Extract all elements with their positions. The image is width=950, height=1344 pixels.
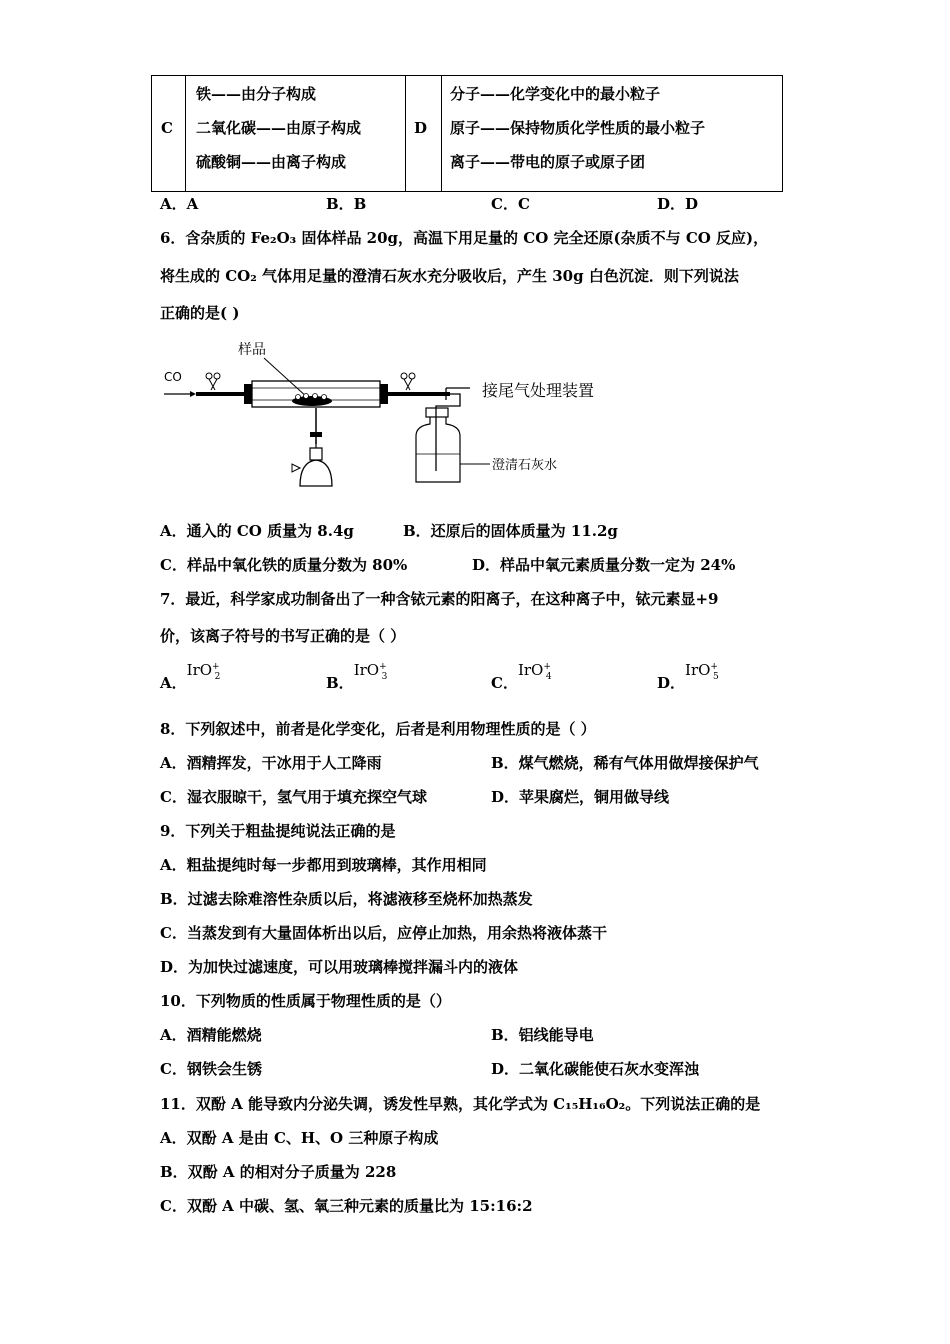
sample-grain — [296, 395, 301, 400]
right-clip-ring — [409, 373, 415, 379]
left-stopper — [244, 384, 252, 404]
table-d-line: 原子——保持物质化学性质的最小粒子 — [450, 119, 706, 137]
q9-option-a[interactable]: A．粗盐提纯时每一步都用到玻璃棒，其作用相同 — [160, 856, 487, 874]
table-d-line: 分子——化学变化中的最小粒子 — [450, 85, 661, 103]
right-outlet-tube — [388, 392, 450, 396]
left-clip-ring — [206, 373, 212, 379]
stand-clamp — [310, 432, 322, 437]
bottle-stopper — [426, 408, 448, 417]
ion-formula: IrO+$_2$ — [186, 661, 221, 682]
q7-option-label: C． — [491, 674, 518, 692]
q9-option-b[interactable]: B．过滤去除难溶性杂质以后，将滤液移至烧杯加热蒸发 — [160, 890, 533, 908]
delivery-tube — [436, 394, 460, 471]
sample-grain — [322, 395, 327, 400]
q7-option-a[interactable] — [160, 661, 225, 692]
table-c-line: 硫酸铜——由离子构成 — [196, 153, 347, 171]
q11-option-b[interactable]: B．双酚 A 的相对分子质量为 228 — [160, 1163, 397, 1181]
bottle — [416, 417, 460, 482]
q10-stem: 10．下列物质的性质属于物理性质的是（） — [160, 992, 451, 1010]
table-divider — [441, 76, 442, 191]
table-divider — [405, 76, 406, 191]
right-clip-ring — [401, 373, 407, 379]
q7-option-label: D． — [657, 674, 686, 692]
q11-option-c[interactable]: C．双酚 A 中碳、氢、氧三种元素的质量比为 15:16:2 — [160, 1197, 533, 1215]
q11-option-a[interactable]: A．双酚 A 是由 C、H、O 三种原子构成 — [160, 1129, 439, 1147]
left-inlet-tube — [196, 392, 244, 396]
q8-option-b[interactable]: B．煤气燃烧，稀有气体用做焊接保护气 — [491, 754, 759, 772]
q10-option-c[interactable]: C．钢铁会生锈 — [160, 1060, 262, 1078]
q9-stem: 9．下列关于粗盐提纯说法正确的是 — [160, 822, 396, 840]
q7-option-c[interactable] — [491, 661, 557, 692]
table-divider — [185, 76, 186, 191]
q7-option-d[interactable] — [657, 661, 724, 692]
q7-option-label: A． — [160, 674, 187, 692]
q5-option-b[interactable]: B．B — [326, 195, 367, 213]
ion-formula: IrO+$_3$ — [353, 661, 388, 682]
q6-stem-line: 正确的是( ) — [160, 304, 240, 322]
label-co: CO — [164, 370, 182, 384]
table-c-line: 二氧化碳——由原子构成 — [196, 119, 362, 137]
label-sample: 样品 — [238, 342, 266, 358]
apparatus-figure — [160, 336, 620, 494]
q7-option-label: B． — [326, 674, 354, 692]
table-label-c: C — [161, 119, 173, 137]
sample-grain — [304, 394, 309, 399]
q8-stem: 8．下列叙述中，前者是化学变化，后者是利用物理性质的是（ ） — [160, 720, 596, 738]
burner-body — [300, 460, 332, 486]
burner-knob — [292, 464, 300, 472]
q6-option-c[interactable]: C．样品中氧化铁的质量分数为 80% — [160, 556, 408, 574]
label-tail-gas: 接尾气处理装置 — [482, 381, 595, 400]
q10-option-a[interactable]: A．酒精能燃烧 — [160, 1026, 262, 1044]
q5-option-a[interactable]: A．A — [160, 195, 199, 213]
burner-neck — [310, 448, 322, 460]
sample-pointer — [264, 358, 308, 398]
table-d-line: 离子——带电的原子或原子团 — [450, 153, 646, 171]
ion-formula: IrO+$_4$ — [517, 661, 552, 682]
q10-option-b[interactable]: B．铝线能导电 — [491, 1026, 594, 1044]
q6-option-d[interactable]: D．样品中氧元素质量分数一定为 24% — [472, 556, 736, 574]
q8-option-c[interactable]: C．湿衣服晾干，氢气用于填充探空气球 — [160, 788, 427, 806]
q7-stem-line: 价，该离子符号的书写正确的是（ ） — [160, 627, 406, 645]
q6-stem-line: 将生成的 CO₂ 气体用足量的澄清石灰水充分吸收后，产生 30g 白色沉淀．则下列说法 — [160, 267, 739, 285]
left-clip-ring — [214, 373, 220, 379]
sample-grain — [313, 394, 318, 399]
q6-stem-line: 6．含杂质的 Fe₂O₃ 固体样品 20g，高温下用足量的 CO 完全还原(杂质不与 CO 反应)， — [160, 229, 769, 247]
label-limewater: 澄清石灰水 — [492, 458, 558, 473]
q11-stem: 11．双酚 A 能导致内分泌失调，诱发性早熟，其化学式为 C₁₅H₁₆O₂。下列说法正确的是 — [160, 1095, 761, 1113]
q9-option-d[interactable]: D．为加快过滤速度，可以用玻璃棒搅拌漏斗内的液体 — [160, 958, 519, 976]
right-stopper — [380, 384, 388, 404]
q6-option-a[interactable]: A．通入的 CO 质量为 8.4g — [160, 522, 354, 540]
q6-option-b[interactable]: B．还原后的固体质量为 11.2g — [403, 522, 618, 540]
q8-option-a[interactable]: A．酒精挥发，干冰用于人工降雨 — [160, 754, 382, 772]
q10-option-d[interactable]: D．二氧化碳能使石灰水变浑浊 — [491, 1060, 700, 1078]
table-c-line: 铁——由分子构成 — [196, 85, 317, 103]
co-arrow-head — [190, 391, 196, 397]
q7-stem-line: 7．最近，科学家成功制备出了一种含铱元素的阳离子，在这种离子中，铱元素显+9 — [160, 590, 719, 608]
ion-formula: IrO+$_5$ — [685, 661, 719, 682]
table-label-d: D — [414, 119, 428, 137]
q8-option-d[interactable]: D．苹果腐烂，铜用做导线 — [491, 788, 670, 806]
q9-option-c[interactable]: C．当蒸发到有大量固体析出以后，应停止加热，用余热将液体蒸干 — [160, 924, 607, 942]
q5-option-d[interactable]: D．D — [657, 195, 699, 213]
q5-option-c[interactable]: C．C — [491, 195, 530, 213]
q7-option-b[interactable] — [326, 661, 392, 692]
